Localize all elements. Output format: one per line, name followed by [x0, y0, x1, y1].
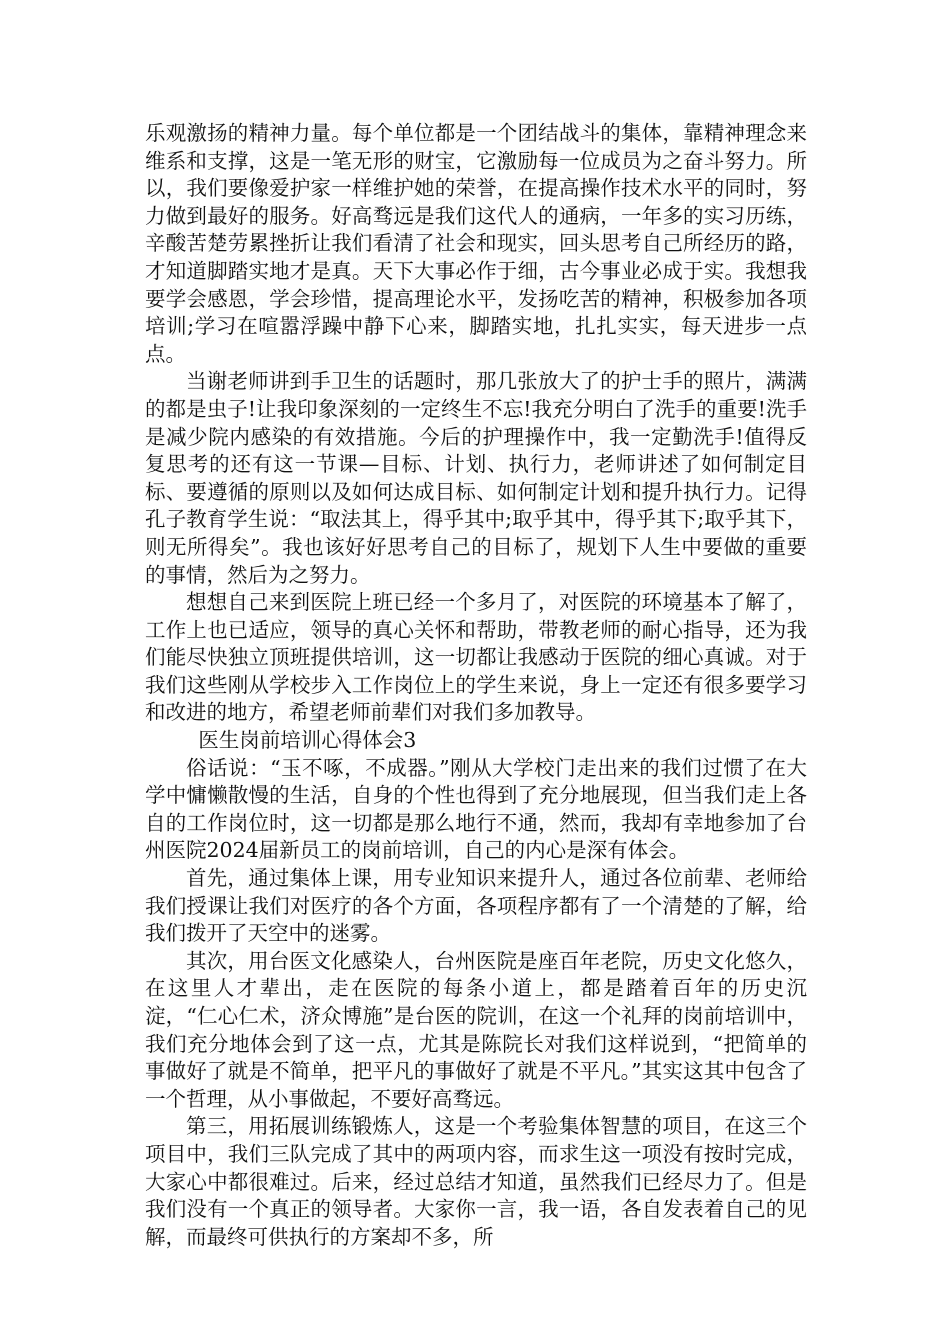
document-page [145, 120, 807, 1251]
section-heading: 医生岗前培训心得体会3 [198, 728, 417, 753]
paragraph-second: 其次，用台医文化感染人，台州医院是座百年老院，历史文化悠久，在这里人才辈出，走在医院的每条小道上，都是踏着百年的历史沉淀，“仁心仁术，济众博施”是台医的院训，在这一个礼拜的岗前培训中，我们充分地体会到了这一点，尤其是陈院长对我们这样说到，“把简单的事做好了就是不简单，把平凡的事做好了就是不平凡。”其实这其中包含了一个哲理，从小事做起，不要好高骛远。 [145, 948, 807, 1111]
paragraph-hand-hygiene: 当谢老师讲到手卫生的话题时，那几张放大了的护士手的照片，满满的都是虫子!让我印象深刻的一定终生不忘!我充分明白了洗手的重要!洗手是减少院内感染的有效措施。今后的护理操作中，我一定勤洗手!值得反复思考的还有这一节课—目标、计划、执行力，老师讲述了如何制定目标、要遵循的原则以及如何达成目标、如何制定计划和提升执行力。记得孔子教育学生说：“取法其上，得乎其中;取乎其中，得乎其下;取乎其下，则无所得矣”。我也该好好思考自己的目标了，规划下人生中要做的重要的事情，然后为之努力。 [145, 369, 807, 587]
paragraph-continued: 乐观激扬的精神力量。每个单位都是一个团结战斗的集体，靠精神理念来维系和支撑，这是一笔无形的财宝，它激励每一位成员为之奋斗努力。所以，我们要像爱护家一样维护她的荣誉，在提高操作技术水平的同时，努力做到最好的服务。好高骛远是我们这代人的通病，一年多的实习历练，辛酸苦楚劳累挫折让我们看清了社会和现实，回头思考自己所经历的路，才知道脚踏实地才是真。天下大事必作于细，古今事业必成于实。我想我要学会感恩，学会珍惜，提高理论水平，发扬吃苦的精神，积极参加各项培训;学习在喧嚣浮躁中静下心来，脚踏实地，扎扎实实，每天进步一点点。 [145, 121, 807, 366]
paragraph-first: 首先，通过集体上课，用专业知识来提升人，通过各位前辈、老师给我们授课让我们对医疗的各个方面，各项程序都有了一个清楚的了解，给我们拨开了天空中的迷雾。 [145, 866, 807, 946]
paragraph-proverb: 俗话说：“玉不啄，不成器。”刚从大学校门走出来的我们过惯了在大学中慵懒散慢的生活，自身的个性也得到了充分地展现，但当我们走上各自的工作岗位时，这一切都是那么地行不通，然而，我却有幸地参加了台州医院2024届新员工的岗前培训，自己的内心是深有体会。 [145, 755, 807, 863]
paragraph-third: 第三，用拓展训练锻炼人，这是一个考验集体智慧的项目，在这三个项目中，我们三队完成了其中的两项内容，而求生这一项没有按时完成，大家心中都很难过。后来，经过总结才知道，虽然我们已经尽力了。但是我们没有一个真正的领导者。大家你一言，我一语，各自发表着自己的见解，而最终可供执行的方案却不多，所 [145, 1114, 807, 1249]
paragraph-hospital-month: 想想自己来到医院上班已经一个多月了，对医院的环境基本了解了，工作上也已适应，领导的真心关怀和帮助，带教老师的耐心指导，还为我们能尽快独立顶班提供培训，这一切都让我感动于医院的细心真诚。对于我们这些刚从学校步入工作岗位上的学生来说，身上一定还有很多要学习和改进的地方，希望老师前辈们对我们多加教导。 [145, 590, 807, 725]
